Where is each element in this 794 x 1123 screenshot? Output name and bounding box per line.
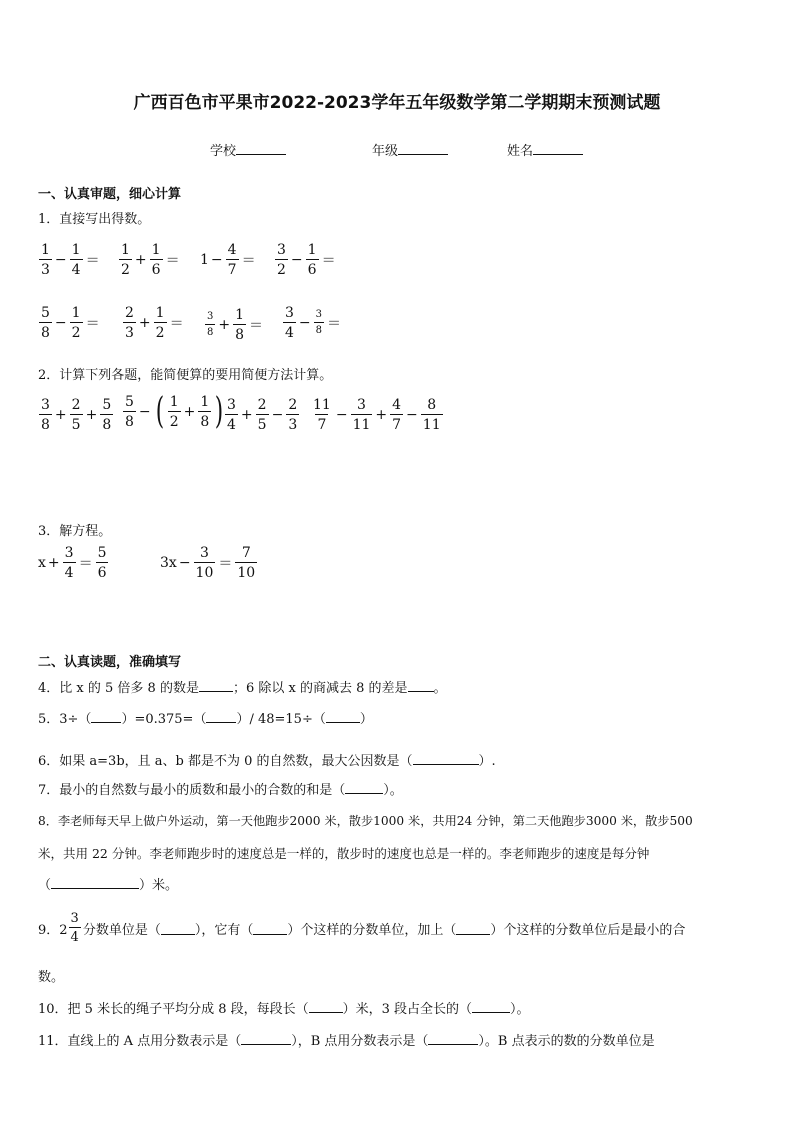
question-2: 2．计算下列各题，能简便算的要用简便方法计算。 [38, 368, 333, 383]
q1-expr-5: $\frac{5}{8}$ − $\frac{1}{2}$ ＝ [41, 305, 100, 341]
q1-expr-7: $\frac{3}{8}$ + $\frac{1}{8}$ ＝ [207, 307, 264, 343]
q1-expr-3: 1 − $\frac{4}{7}$ ＝ [200, 242, 256, 278]
name-blank[interactable] [533, 142, 583, 155]
page-title: 广西百色市平果市2022-2023学年五年级数学第二学期期末预测试题 [133, 93, 661, 113]
section-2-heading: 二、认真读题，准确填写 [38, 655, 182, 670]
q3-equation-1: x + $\frac{3}{4}$ ＝ $\frac{5}{6}$ [38, 545, 107, 581]
question-6: 6．如果 a=3b，且 a、b 都是不为 0 的自然数，最大公因数是（ ）. [38, 754, 496, 769]
q5-blank-2[interactable] [206, 710, 236, 723]
question-8-line-3: （ ）米。 [38, 878, 179, 893]
q2-expr-1: $\frac{3}{8}$ + $\frac{2}{5}$ + $\frac{5}{8}$ [41, 397, 112, 433]
q9-blank-3[interactable] [456, 922, 490, 935]
q4-blank-2[interactable] [408, 679, 434, 692]
question-9-line-2: 数。 [38, 970, 65, 985]
question-4: 4．比 x 的 5 倍多 8 的数是 ；6 除以 x 的商减去 8 的差是 。 [38, 681, 447, 696]
q2-expr-2: $\frac{5}{8}$ − ( $\frac{1}{2}$ + $\frac{1}{8}$ ) [125, 391, 224, 432]
q5-blank-1[interactable] [91, 710, 121, 723]
q10-blank-1[interactable] [309, 1000, 343, 1013]
q4-blank-1[interactable] [199, 679, 233, 692]
q9-blank-1[interactable] [161, 922, 195, 935]
question-5: 5．3÷（ ）=0.375=（ ）/ 48=15÷（ ） [38, 712, 373, 727]
question-1: 1．直接写出得数。 [38, 212, 151, 227]
q2-expr-4: $\frac{11}{7}$ − $\frac{3}{11}$ + $\frac{4}{7}$ − $\frac{8}{11}$ [313, 397, 441, 433]
question-8-line-1: 8．李老师每天早上做户外运动，第一天他跑步2000 米，散步1000 米，共用24 分钟，第二天他跑步3000 米，散步500 [38, 814, 693, 828]
school-field: 学校 [210, 140, 286, 159]
q1-expr-4: $\frac{3}{2}$ − $\frac{1}{6}$ ＝ [277, 242, 336, 278]
question-9: 9．2 $\frac{3}{4}$ 分数单位是（ ），它有（ ）个这样的分数单位，加上（ ）个这样的分数单位后是最小的合 [38, 911, 686, 945]
grade-field: 年级 [372, 140, 448, 159]
question-3: 3．解方程。 [38, 524, 112, 539]
q10-blank-2[interactable] [472, 1000, 510, 1013]
q9-blank-2[interactable] [253, 922, 287, 935]
question-11: 11．直线上的 A 点用分数表示是（ ），B 点用分数表示是（ ）。B 点表示的数的分数单位是 [38, 1034, 655, 1049]
school-blank[interactable] [236, 142, 286, 155]
question-7: 7．最小的自然数与最小的质数和最小的合数的和是（ ）。 [38, 783, 403, 798]
question-8-line-2: 米，共用 22 分钟。李老师跑步时的速度总是一样的，散步时的速度也总是一样的。李老师跑步的速度是每分钟 [38, 846, 650, 861]
q11-blank-2[interactable] [428, 1032, 478, 1045]
q1-expr-2: $\frac{1}{2}$ + $\frac{1}{6}$ ＝ [121, 242, 180, 278]
name-field: 姓名 [507, 140, 583, 159]
q2-expr-3: $\frac{3}{4}$ + $\frac{2}{5}$ − $\frac{2}{3}$ [227, 397, 298, 433]
q8-blank[interactable] [51, 876, 139, 889]
q1-expr-6: $\frac{2}{3}$ + $\frac{1}{2}$ ＝ [125, 305, 184, 341]
q6-blank[interactable] [413, 752, 479, 765]
q5-blank-3[interactable] [326, 710, 360, 723]
grade-blank[interactable] [398, 142, 448, 155]
q3-equation-2: 3x − $\frac{3}{10}$ ＝ $\frac{7}{10}$ [160, 545, 256, 581]
q11-blank-1[interactable] [241, 1032, 291, 1045]
q1-expr-8: $\frac{3}{4}$ − $\frac{3}{8}$ ＝ [285, 305, 342, 341]
section-1-heading: 一、认真审题，细心计算 [38, 187, 182, 202]
q7-blank[interactable] [345, 781, 383, 794]
question-10: 10．把 5 米长的绳子平均分成 8 段，每段长（ ）米，3 段占全长的（ ）。 [38, 1002, 530, 1017]
q1-expr-1: $\frac{1}{3}$ − $\frac{1}{4}$ ＝ [41, 242, 100, 278]
